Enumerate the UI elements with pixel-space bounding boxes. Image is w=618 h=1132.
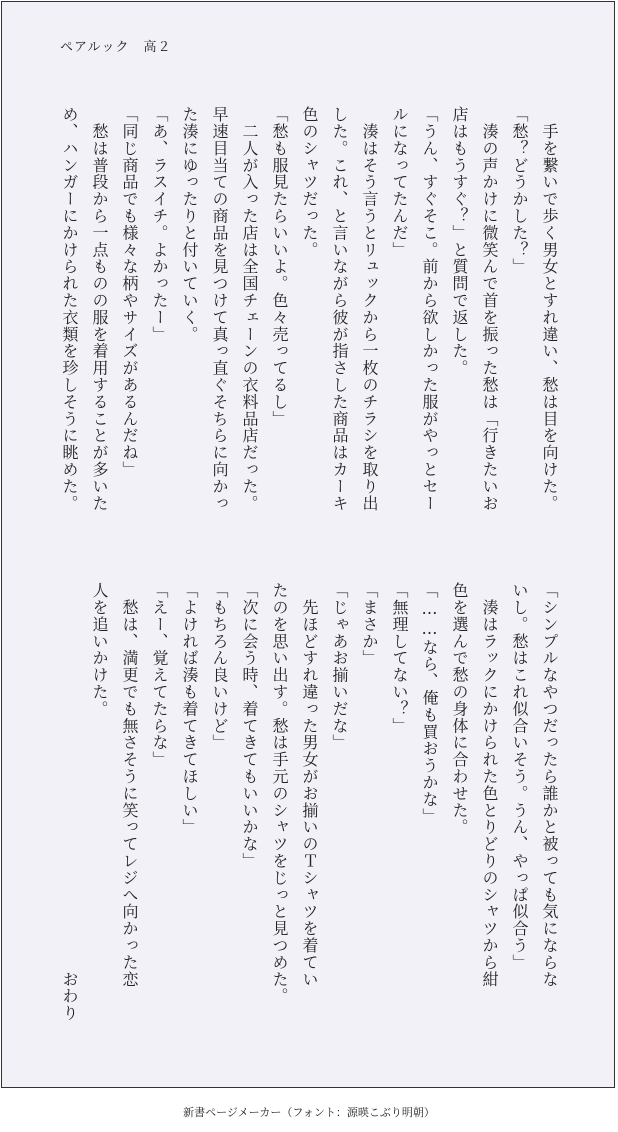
text-line: 店はもうすぐ？」と質問で返した。 xyxy=(450,106,469,377)
text-line: 「愁？どうかした？」 xyxy=(510,106,529,275)
text-line: 手を繋いで歩く男女とすれ違い、愁は目を向けた。 xyxy=(540,106,559,512)
ending-mark: おわり xyxy=(60,582,79,1022)
text-line: 早速目当ての商品を見つけて真っ直ぐそちらに向かっ xyxy=(210,106,229,512)
text-line: 「じゃあお揃いだな」 xyxy=(330,582,349,751)
text-line: 「愁も服見たらいいよ。色々売ってるし」 xyxy=(270,106,289,428)
text-line: した。これ、と言いながら彼が指さした商品はカーキ xyxy=(330,106,349,512)
page-header-title: ペアルック 高２ xyxy=(60,40,172,55)
text-line: 色を選んで愁の身体に合わせた。 xyxy=(450,582,469,836)
text-line: め、ハンガーにかけられた衣類を珍しそうに眺めた。 xyxy=(60,106,79,512)
text-line: 愁は、満更でも無さそうに笑ってレジへ向かった恋 xyxy=(120,582,139,988)
text-line: たのを思い出す。愁は手元のシャツをじっと見つめた。 xyxy=(270,582,289,1005)
footer-credit: 新書ページメーカー（フォント：源暎こぶり明朝） xyxy=(183,1106,435,1119)
text-line: 「よければ湊も着てきてほしい」 xyxy=(180,582,199,836)
text-line: 「えー、覚えてたらな」 xyxy=(150,582,169,768)
text-line: 二人が入った店は全国チェーンの衣料品店だった。 xyxy=(240,106,259,512)
text-line: 色のシャツだった。 xyxy=(300,106,319,259)
text-line: 「シンプルなやつだったら誰かと被っても気にならな xyxy=(540,582,559,988)
text-block-lower xyxy=(54,582,564,1022)
text-line: た湊にゆったりと付いていく。 xyxy=(180,106,199,343)
text-line: 湊はラックにかけられた色とりどりのシャツから紺 xyxy=(480,582,499,988)
text-line: 人を追いかけた。 xyxy=(90,582,109,718)
text-line: 湊の声かけに微笑んで首を振った愁は「行きたいお xyxy=(480,106,499,512)
text-line: 「……なら、俺も買おうかな」 xyxy=(420,582,439,825)
text-line: 「無理してない？」 xyxy=(390,582,409,735)
text-line: 「同じ商品でも様々な柄やサイズがあるんだね」 xyxy=(120,106,139,478)
text-line: ルになってたんだ」 xyxy=(390,106,409,259)
text-line: いし。愁はこれ似合いそう。うん、やっぱ似合う」 xyxy=(510,582,529,971)
novel-page xyxy=(1,1,615,1088)
text-line: 愁は普段から一点ものの服を着用することが多いた xyxy=(90,106,109,512)
text-line: 湊はそう言うとリュックから一枚のチラシを取り出 xyxy=(360,106,379,512)
text-line: 「あ、ラスイチ。よかったー」 xyxy=(150,106,169,343)
text-line: 「もちろん良いけど」 xyxy=(210,582,229,751)
text-line: 先ほどすれ違った男女がお揃いのＴシャツを着てい xyxy=(300,582,319,988)
text-line: 「うん、すぐそこ。前から欲しかった服がやっとセー xyxy=(420,106,439,512)
text-block-upper xyxy=(54,106,564,526)
text-line: 「次に会う時、着てきてもいいかな」 xyxy=(240,582,259,870)
text-line: 「まさか」 xyxy=(360,582,379,667)
